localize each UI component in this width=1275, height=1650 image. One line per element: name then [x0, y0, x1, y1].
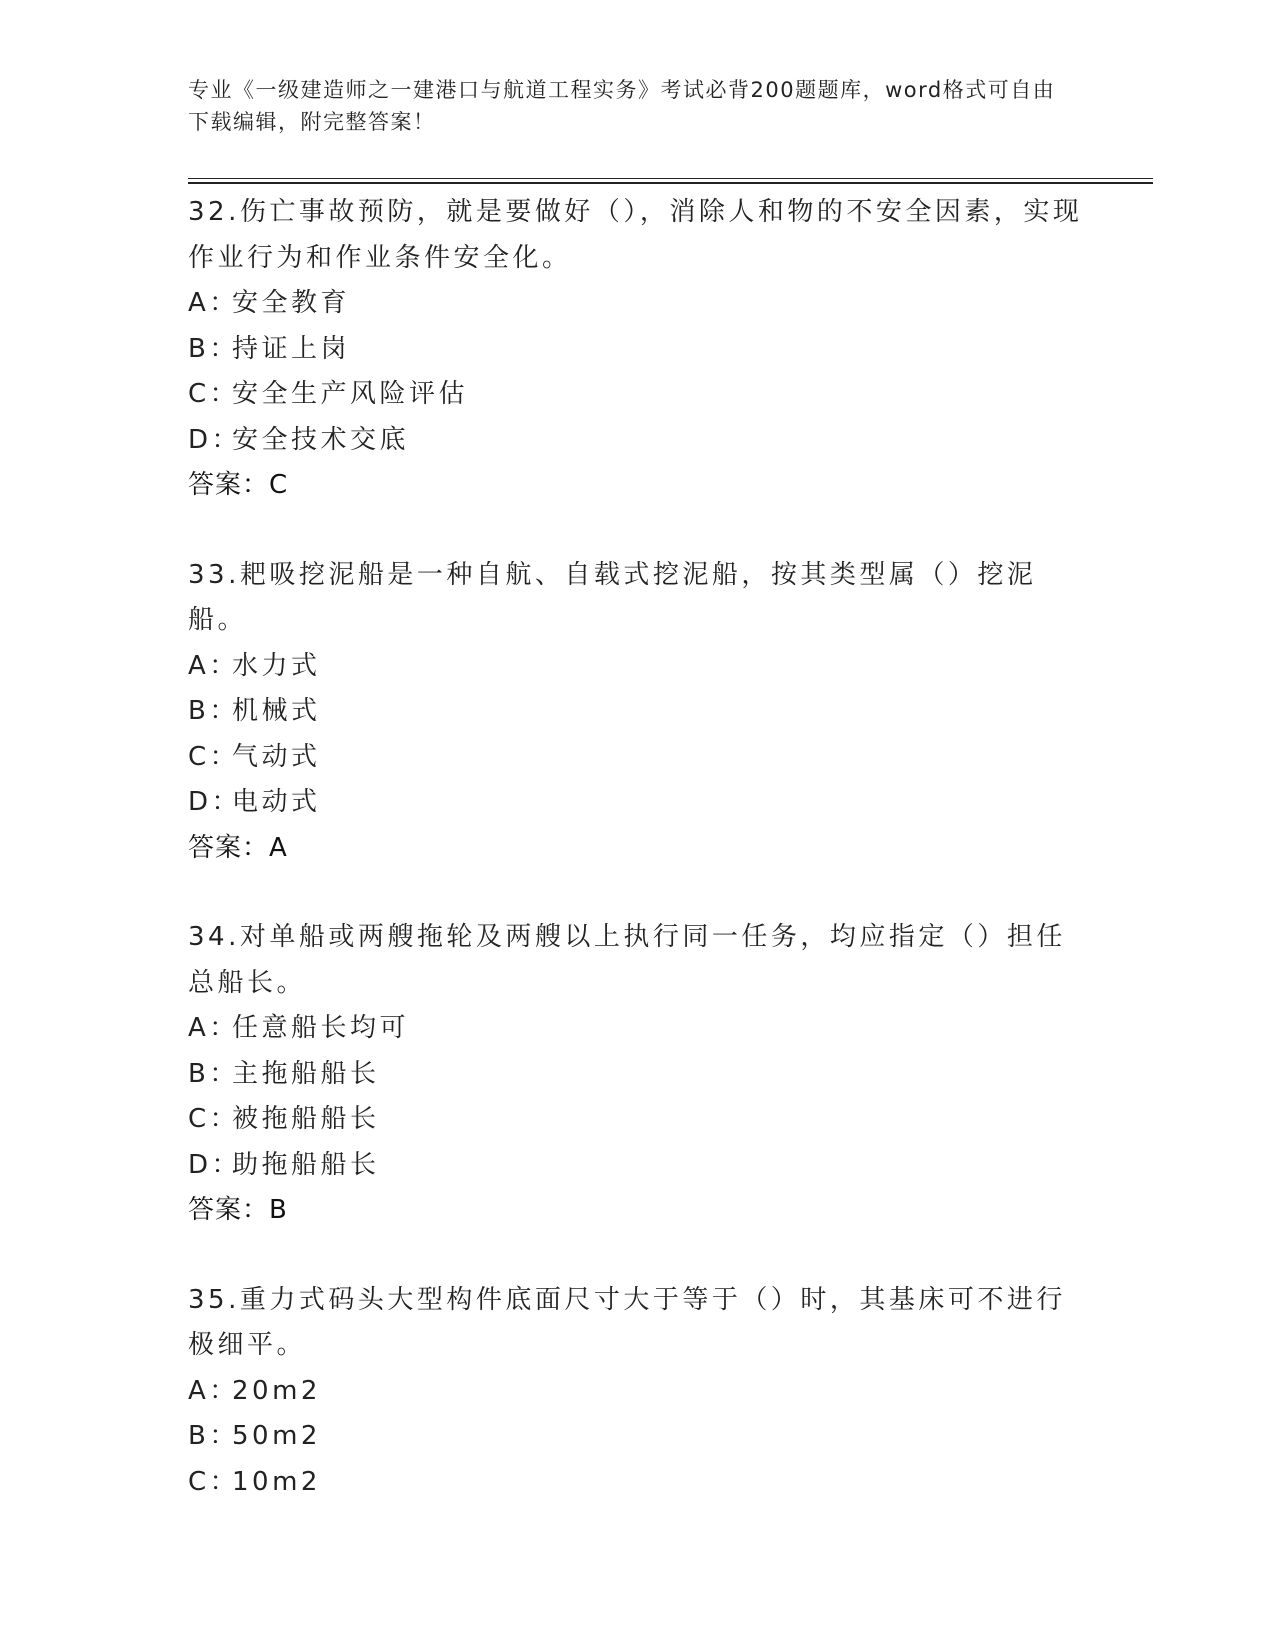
option-text: 水力式 [232, 650, 321, 681]
question-stem: 33.耙吸挖泥船是一种自航、自载式挖泥船，按其类型属（）挖泥船。 [188, 559, 1037, 635]
option-text: 持证上岗 [232, 333, 351, 364]
question-34 [188, 915, 1088, 1234]
header-divider-top [188, 178, 1153, 179]
question-32 [188, 190, 1088, 509]
option-text: 安全技术交底 [232, 424, 410, 455]
option-letter: B： [188, 1058, 239, 1089]
option-text: 主拖船船长 [232, 1058, 380, 1089]
document-header: 专业《一级建造师之一建港口与航道工程实务》考试必背200题题库，word格式可自由下载编辑，附完整答案！ [188, 78, 1056, 134]
option-letter: A： [188, 650, 239, 681]
option-text: 任意船长均可 [232, 1013, 410, 1043]
option-c [188, 1097, 1088, 1143]
option-text: 安全教育 [232, 288, 351, 318]
option-text: 50m2 [232, 1421, 321, 1451]
option-text: 电动式 [232, 787, 321, 817]
option-letter: A： [188, 288, 239, 318]
question-35 [188, 1278, 1088, 1506]
option-a [188, 281, 1088, 327]
question-stem: 34.对单船或两艘拖轮及两艘以上执行同一任务，均应指定（）担任总船长。 [188, 922, 1066, 998]
option-letter: D： [188, 1149, 242, 1180]
option-b [188, 1052, 1088, 1098]
question-list [188, 190, 1088, 1549]
option-letter: B： [188, 333, 239, 364]
option-letter: C： [188, 379, 240, 409]
option-d [188, 418, 1088, 464]
option-text: 安全生产风险评估 [232, 379, 469, 409]
option-letter: B： [188, 1421, 239, 1451]
option-c [188, 372, 1088, 418]
answer-line: 答案：B [188, 1195, 288, 1225]
header-divider-bottom [188, 182, 1153, 184]
option-a [188, 1006, 1088, 1052]
answer-line: 答案：A [188, 832, 288, 863]
question-stem: 35.重力式码头大型构件底面尺寸大于等于（）时，其基床可不进行极细平。 [188, 1284, 1066, 1360]
option-text: 被拖船船长 [232, 1104, 380, 1134]
option-letter: D： [188, 424, 242, 455]
option-d [188, 780, 1088, 826]
option-letter: D： [188, 787, 242, 817]
option-text: 机械式 [232, 696, 321, 726]
option-letter: B： [188, 696, 239, 726]
option-c [188, 735, 1088, 781]
option-letter: C： [188, 1104, 240, 1134]
question-33 [188, 553, 1088, 872]
option-letter: C： [188, 1466, 240, 1497]
option-letter: A： [188, 1013, 239, 1043]
option-text: 20m2 [232, 1375, 321, 1406]
option-c [188, 1460, 1088, 1506]
option-text: 气动式 [232, 741, 321, 772]
option-text: 10m2 [232, 1466, 321, 1497]
option-b [188, 689, 1088, 735]
option-text: 助拖船船长 [232, 1149, 380, 1180]
answer-line: 答案：C [188, 470, 289, 500]
option-b [188, 327, 1088, 373]
option-letter: A： [188, 1375, 239, 1406]
option-d [188, 1143, 1088, 1189]
option-a [188, 644, 1088, 690]
question-stem: 32.伤亡事故预防，就是要做好（），消除人和物的不安全因素，实现作业行为和作业条件安全化。 [188, 197, 1083, 273]
option-a [188, 1369, 1088, 1415]
option-letter: C： [188, 741, 240, 772]
option-b [188, 1414, 1088, 1460]
